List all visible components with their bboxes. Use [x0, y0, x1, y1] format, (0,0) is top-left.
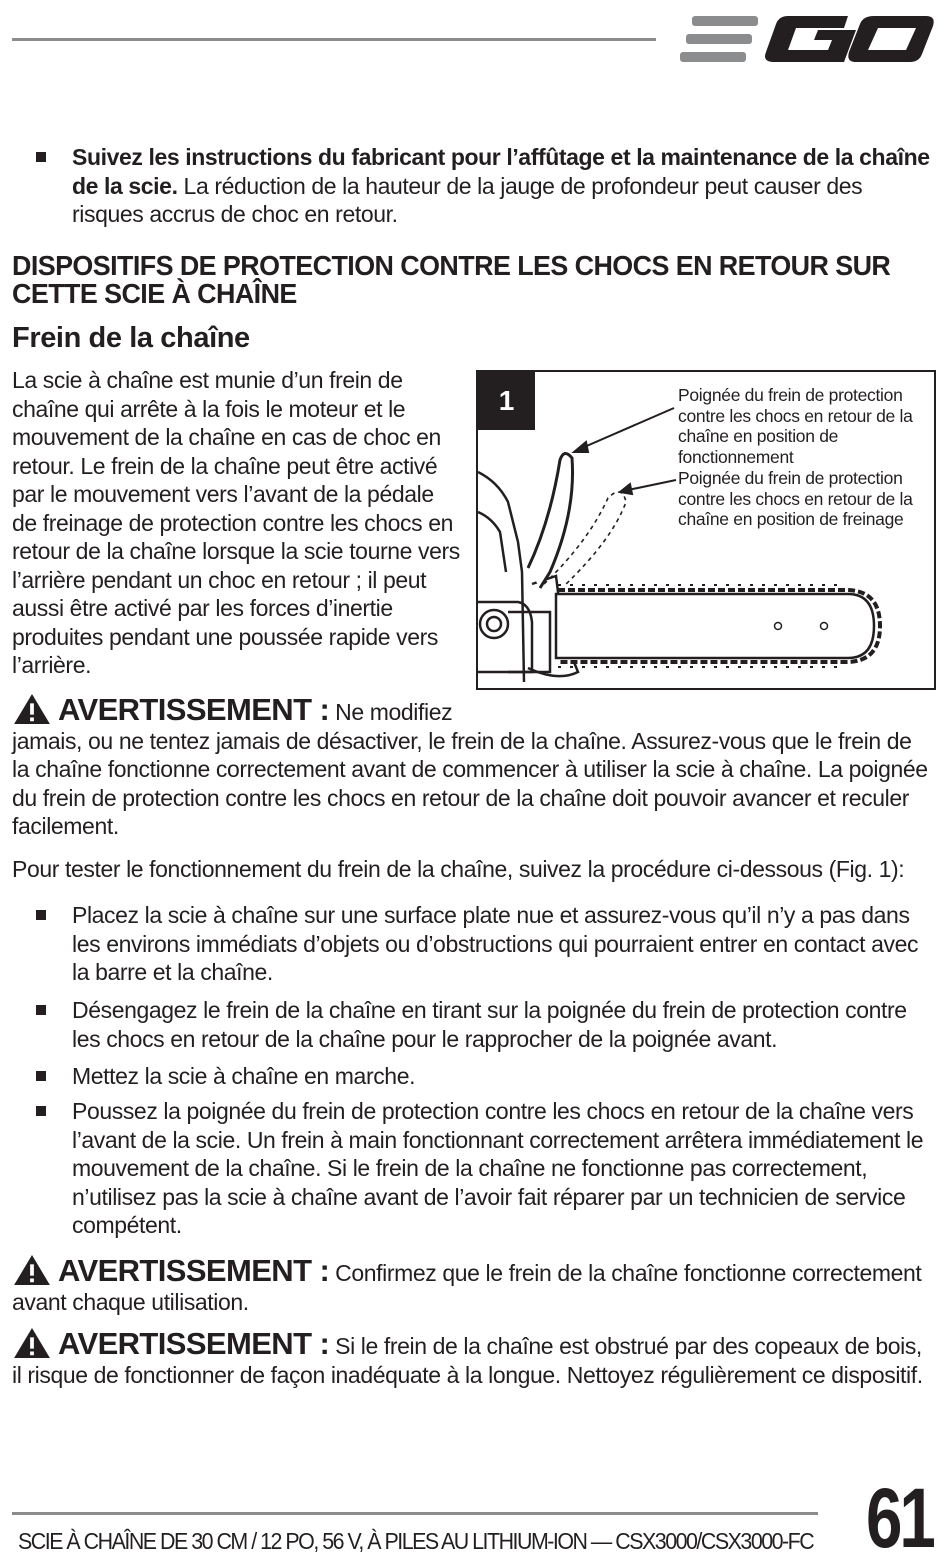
warning-1-text-first: Ne modifiez	[329, 699, 453, 725]
test-step: Poussez la poignée du frein de protection contre les chocs en retour de la chaîne vers l’avant de la scie. Un frein à main fonctionnant correctement arrêtera immédiatement le mouvement de la chaîne. Si le frein de la chaîne ne fonctionne pas correctement, n’utilisez pas la scie à chaîne avant de l’avoir fait réparer par un technicien de service compétent.	[72, 1098, 924, 1238]
test-step: Désengagez le frein de la chaîne en tirant sur la poignée du frein de protection contre les chocs en retour de la chaîne pour le rapprocher de la poignée avant.	[72, 997, 907, 1052]
intro-bullet-bold: Suivez les instructions du fabricant pour l’affûtage et la maintenance de la chaîne de la scie.	[72, 144, 930, 199]
bullet-marker	[36, 1005, 46, 1015]
callout-braking-position: Poignée du frein de protection contre les chocs en retour de la chaîne en position de freinage	[678, 468, 913, 529]
warning-2-text: Confirmez que le frein de la chaîne fonctionne correctement avant chaque utilisation.	[12, 1260, 922, 1315]
subsection-title: Frein de la chaîne	[12, 322, 250, 354]
bullet-marker	[36, 910, 46, 920]
warning-triangle-icon	[12, 1254, 52, 1286]
footer-product-line: SCIE À CHAÎNE DE 30 CM / 12 PO, 56 V, À PILES AU LITHIUM-ION — CSX3000/CSX3000-FC	[18, 1528, 814, 1554]
warning-3	[12, 1327, 932, 1389]
warning-2	[12, 1254, 932, 1316]
warning-label: AVERTISSEMENT :	[58, 692, 330, 727]
warning-label: AVERTISSEMENT :	[58, 1253, 330, 1288]
figure-1	[476, 370, 936, 690]
figure-number: 1	[478, 372, 535, 430]
warning-1	[12, 693, 932, 841]
callout-running-position: Poignée du frein de protection contre les chocs en retour de la chaîne en position de fonctionnement	[678, 385, 913, 467]
bullet-marker	[36, 1071, 46, 1081]
footer-rule	[12, 1512, 818, 1515]
bullet-marker	[36, 152, 46, 162]
chain-brake-paragraph: La scie à chaîne est munie d’un frein de chaîne qui arrête à la fois le moteur et le mouvement de la chaîne en cas de choc en retour. Le frein de la chaîne peut être activé par le mouvement vers l’avant de la pédale de freinage de protection contre les chocs en retour de la chaîne lorsque la scie tourne vers l’arrière pendant un choc en retour ; il peut aussi être activé par les forces d’inertie produites pendant une poussée rapide vers l’arrière.	[12, 367, 460, 678]
header-rule	[12, 38, 656, 41]
callout-arrows	[574, 408, 676, 494]
warning-label: AVERTISSEMENT :	[58, 1326, 330, 1361]
page-number: 61	[866, 1471, 933, 1565]
chainsaw-illustration	[478, 372, 934, 688]
intro-bullet-text: La réduction de la hauteur de la jauge de profondeur peut causer des risques accrus de choc en retour.	[72, 172, 863, 227]
guide-bar	[556, 594, 874, 658]
bullet-marker	[36, 1106, 46, 1116]
ego-logo	[678, 8, 936, 70]
brake-handle-running	[528, 453, 573, 588]
warning-triangle-icon	[12, 693, 52, 725]
section-title: DISPOSITIFS DE PROTECTION CONTRE LES CHOCS EN RETOUR SUR CETTE SCIE À CHAÎNE	[12, 250, 891, 309]
test-intro: Pour tester le fonctionnement du frein de la chaîne, suivez la procédure ci-dessous (Fig. 1):	[12, 856, 905, 882]
warning-1-text: jamais, ou ne tentez jamais de désactiver, le frein de la chaîne. Assurez-vous que le frein de la chaîne fonctionne correctement avant de commencer à utiliser la scie à chaîne. La poignée du frein de protection contre les chocs en retour de la chaîne doit pouvoir avancer et reculer facilement.	[12, 727, 928, 839]
warning-3-text: Si le frein de la chaîne est obstrué par des copeaux de bois, il risque de fonctionner de façon inadéquate à la longue. Nettoyez régulièrement ce dispositif.	[12, 1333, 923, 1388]
test-step: Mettez la scie à chaîne en marche.	[72, 1063, 416, 1089]
test-step: Placez la scie à chaîne sur une surface plate nue et assurez-vous qu’il n’y a pas dans les environs immédiats d’objets ou d’obstructions qui pourraient entrer en contact avec la barre et la chaîne.	[72, 902, 919, 985]
intro-bullet	[72, 143, 932, 229]
warning-triangle-icon	[12, 1327, 52, 1359]
